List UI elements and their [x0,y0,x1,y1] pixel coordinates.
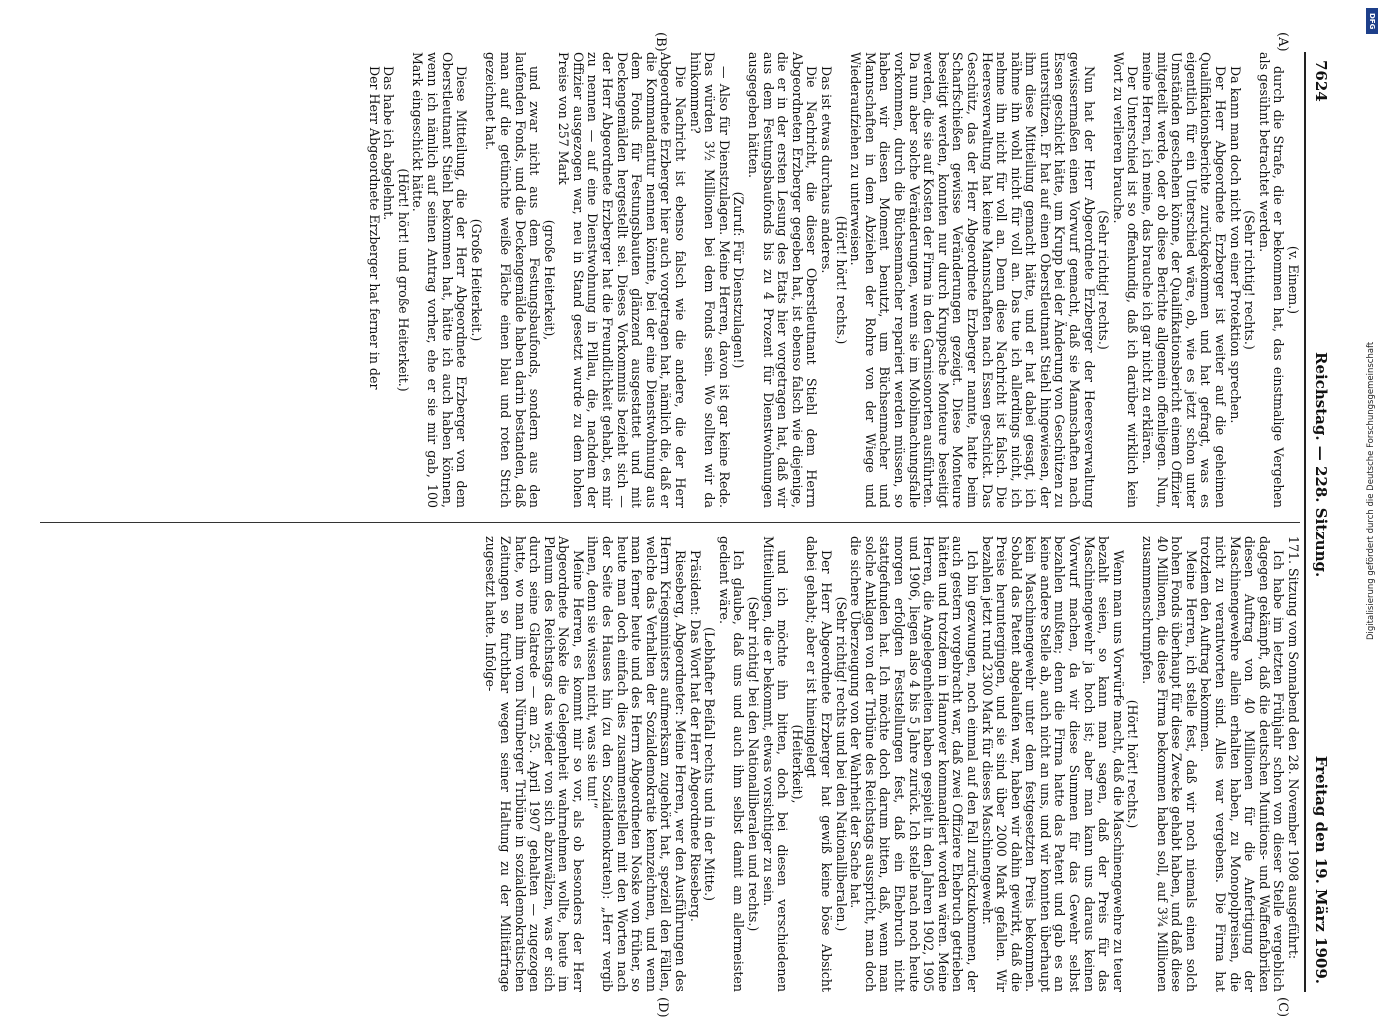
paragraph: (Sehr richtig! rechts und bei den Nationalliberalen.) [833,596,849,932]
paragraph: Die Nachricht ist ebenso falsch wie die andere, die der Herr Abgeordnete Erzberger hier auch vorgetragen hat, nämlich die, daß er die Kommandantur nennen könnte, bei der eine Dienstwohnung aus dem Fonds für Festungsbauten glänzend ausgestattet und mit Deckengemälden hergestellt sei. Dieses Vorkommnis bezieht sich — der Herr Abgeordnete Erzberger hat die Freundlichkeit gehabt, es mir zu nennen — auf eine Dienstwohnung in Pillau, die, nachdem der Offizier ausgezogen war, neu in Stand gesetzt wurde zu dem hohen Preise von 257 Mark [556,52,689,508]
paragraph: (Hört! hört! rechts.) [833,215,849,345]
right-text-column [483,536,1300,992]
column-divider [40,522,1300,523]
paragraph: Das habe ich abgelehnt. [381,66,397,221]
paragraph: (v. Einem.) [1286,245,1301,315]
paragraph: (Zuruf: Für Dienstzulagen!) [731,191,747,369]
paragraph: Diese Mitteilung, die der Herr Abgeordnete Erzberger von dem Oberstleutnant Stiehl bekommen hat, hätte ich auch haben können, wenn ich nämlich auf seinen Antrag vorher, ehe er sie mir gab, 100 Mark eingeschickt hätte. [410,52,470,508]
paragraph: Die Nachricht, die dieser Oberstleutnant Stiehl dem Herrn Abgeordneten Erzberger gegeben hat, ist ebenso falsch wie diejenige, die er in der ersten Lesung des Etats hier vorgetragen hat, daß wir aus dem Festungsbaufonds bis zu 4 Prozent für Dienstwohnungen ausgegeben hätten. [746,52,820,508]
paragraph: durch die Strafe, die er bekommen hat, das einstmalige Vergehen als gesühnt betrachtet werden. [1256,52,1287,508]
paragraph: Nun hat der Herr Abgeordnete Erzberger der Heeresverwaltung gewissermaßen einen Vorwurf gemacht, daß sie Mannschaften nach Essen geschickt hätte, um Krupp bei der Änderung von Geschützen zu unterstützen. Er hat auf einen Oberstleutnant Stiehl hingewiesen, der ihm diese Mitteilung gemacht hätte, und er hat dabei gesagt, ich nähme ihn wohl nicht für voll an. Das tue ich allerdings nicht, ich nehme ihn nicht für voll an. Denn diese Nachricht ist falsch. Die Heeresverwaltung hat keine Mannschaften nach Essen geschickt. Das Geschütz, das der Herr Abgeordnete Erzberger nannte, hatte beim Scharfschießen gewisse Veränderungen gezeigt. Diese Monteure beseitigt werden, konnten nur durch Kruppsche Monteure beseitigt werden, die sie auf Kosten der Firma in den Garnisonorten ausführten. Da nun aber solche Veränderungen, wenn sie im Mobilmachungsfalle vorkommen, durch die Büchsenmacher repariert werden müssen, so haben wir diesen Moment benutzt, um Büchsenmacher und Mannschaften in dem Abziehen der Rohre von der Wiege und Wiederaufziehen zu unterweisen. [848,52,1097,508]
paragraph: und ich möchte ihn bitten, doch bei diesen verschiedenen Mitteilungen, die er bekommt, etwas vorsichtiger zu sein. [760,536,791,992]
margin-marker-a: (A) [1275,32,1290,52]
paragraph: (Sehr richtig! rechts.) [1242,210,1258,350]
rotated-document-page [30,32,1330,1018]
paragraph: Meine Herren, es kommt mir so vor, als ob besonders der Herr Abgeordnete Noske die Gelegenheit wahrnehmen wollte, heute im Plenum des Reichstags das wieder von sich abzuwälzen, was er sich durch seine Glatrede — am 25. April 1907 gehalten — zugezogen hatte, wo man ihm vom Nürnberger Tribüne in sozialdemokratischen Zeitungen so furchtbar wegen seiner Haltung zu der Militärfrage zugesetzt hatte. Infolge- [483,536,586,992]
paragraph: Rieseberg, Abgeordneter: Meine Herren, wer den Ausführungen des Herrn Kriegsministers aufmerksam zugehört hat, speziell den Fällen, welche das Verhalten der Sozialdemokratie kennzeichnen, und wenn man ferner heute und des Herrn Abgeordneten Noske von früher, so heute man doch einfach dies zusammenstellen mit den Worten nach der Seite des Hauses hin (zu den Sozialdemokraten): „Herr vergib ihnen, denn sie wissen nicht, was sie tun!“ [585,536,689,992]
paragraph: 171. Sitzung vom Sonnabend den 28. November 1908 ausgeführt: [1286,536,1301,960]
margin-marker-b: (B) [653,32,668,52]
paragraph: (Hört! hört! und große Heiterkeit.) [395,168,411,392]
paragraph: (Sehr richtig! rechts.) [1096,210,1112,350]
paragraph: Ich habe im letzten Frühjahr schon von dieser Stelle vergeblich dagegen gekämpft, daß die deutschen Munitions- und Waffenfabriken diesen Auftrag von 40 Millionen für die Anfertigung der Maschinengewehre allein erhalten haben, zu Monopolpreisen, die nicht zu verantworten sind. Alles war vergebens. Die Firma hat trotzdem den Auftrag bekommen. [1198,536,1287,992]
paragraph: Der Herr Abgeordnete Erzberger hat ferner in der [366,66,382,390]
page-number: 7624 [1312,60,1330,102]
paragraph: (Große Heiterkeit.) [468,218,484,342]
paragraph: — Also für Dienstzulagen. Meine Herren, davon ist gar keine Rede. Das würden 3½ Millionen bei dem Fonds sein. Wo sollten wir da hinkommen? [687,52,732,508]
header-rule [1304,52,1306,992]
paragraph: (Hört! hört! rechts.) [1125,699,1141,829]
paragraph: Der Herr Abgeordnete Erzberger hat gewiß keine böse Absicht dabei gehabt; aber er ist hineingelegt [804,536,834,992]
margin-marker-c: (C) [1275,997,1290,1018]
dfg-logo: DFG [1366,8,1378,34]
paragraph: Präsident: Das Wort hat der Herr Abgeordnete Rieseberg. [687,550,703,922]
session-date: Freitag den 19. März 1909. [1312,755,1330,984]
paragraph: und zwar nicht aus dem Festungsbaufonds, sondern aus den laufenden Fonds, und die Deckengemälde haben darin bestanden, daß man auf die getünchte weiße Fläche einen blau und roten Strich gezeichnet hat. [483,52,543,508]
running-header [1308,52,1330,992]
funding-credit: Digitalisierung gefördert durch die Deutsche Forschungsgemeinschaft [1366,341,1376,640]
paragraph: Ich bin gezwungen, noch einmal auf den Fall zurückzukommen, der auch gestern vorgebracht war, daß zwei Offiziere Ehebruch getrieben hätten und trotzdem in Hannover kommandiert worden wären. Meine Herren, die Angelegenheiten haben gespielt in den Jahren 1902, 1905 und 1906, liegen also 4 bis 5 Jahre zurück. Ich stelle nach noch heute morgen erfolgten Feststellungen fest, daß ein Ehebruch nicht stattgefunden hat. Ich möchte doch darum bitten, daß, wenn man solche Anklagen von der Tribüne des Reichstags ausspricht, man doch die sichere Überzeugung von der Wahrheit der Sache hat. [848,536,980,992]
paragraph: (große Heiterkeit), [541,219,557,341]
margin-marker-d: (D) [655,997,670,1018]
paragraph: (Sehr richtig! bei den Nationalliberalen und rechts.) [746,596,762,932]
paragraph: Das ist etwas durchaus anderes. [819,66,834,274]
left-text-column [366,52,1300,508]
paragraph: Wenn man uns Vorwürfe macht, daß die Maschinengewehre zu teuer bezahlt seien, so kann man sagen, daß der Preis für das Maschinengewehr ja hoch ist; aber man kann uns daraus keinen Vorwurf machen, da wir diese Summen für das Gewehr selbst bezahlen mußten; denn die Firma hatte das Patent und gab es an keine andere Stelle ab, auch nicht an uns, und wir konnten überhaupt kein Maschinengewehr unter dem festgesetzten Preis bekommen. Sobald das Patent abgelaufen war, haben wir dahin gewirkt, daß die Preise heruntergingen, und sie sind über 2000 Mark gefallen. Wir bezahlen jetzt rund 2300 Mark für dieses Maschinengewehr. [979,536,1126,992]
paragraph: (Lebhafter Beifall rechts und in der Mitte.) [702,626,718,902]
paragraph: Ich glaube, daß uns und auch ihm selbst damit am allermeisten gedient wäre. [716,536,747,992]
paragraph: Da kann man doch nicht von einer Protektion sprechen. [1227,66,1243,424]
paragraph: (Heiterkeit), [789,724,805,804]
paragraph: Der Herr Abgeordnete Erzberger ist weiter auf die geheimen Qualifikationsberichte zurückgekommen und hat gefragt, was es eigentlich für ein Unterschied wäre, ob, wie es jetzt schon unter Umständen geschehen könne, der Qualifikationsbericht einem Offizier mitgeteilt werde, oder ob diese Berichte allgemein offenliegen. Nun, meine Herren, ich meine, das brauche ich gar nicht zu erklären. [1140,52,1229,508]
session-title: Reichstag. — 228. Sitzung. [1312,352,1330,578]
paragraph: Der Unterschied ist so offenkundig, daß ich darüber wirklich kein Wort zu verlieren brauche. [1110,52,1141,508]
paragraph: Meine Herren, ich stelle fest, daß wir noch niemals einen solch hohen Fonds überhaupt für diese Zwecke gehabt haben, und daß diese 40 Millionen, die diese Firma bekommen haben soll, auf 3¾ Millionen zusammenschrumpfen. [1140,536,1199,992]
digitization-sidebar [1366,8,1378,648]
